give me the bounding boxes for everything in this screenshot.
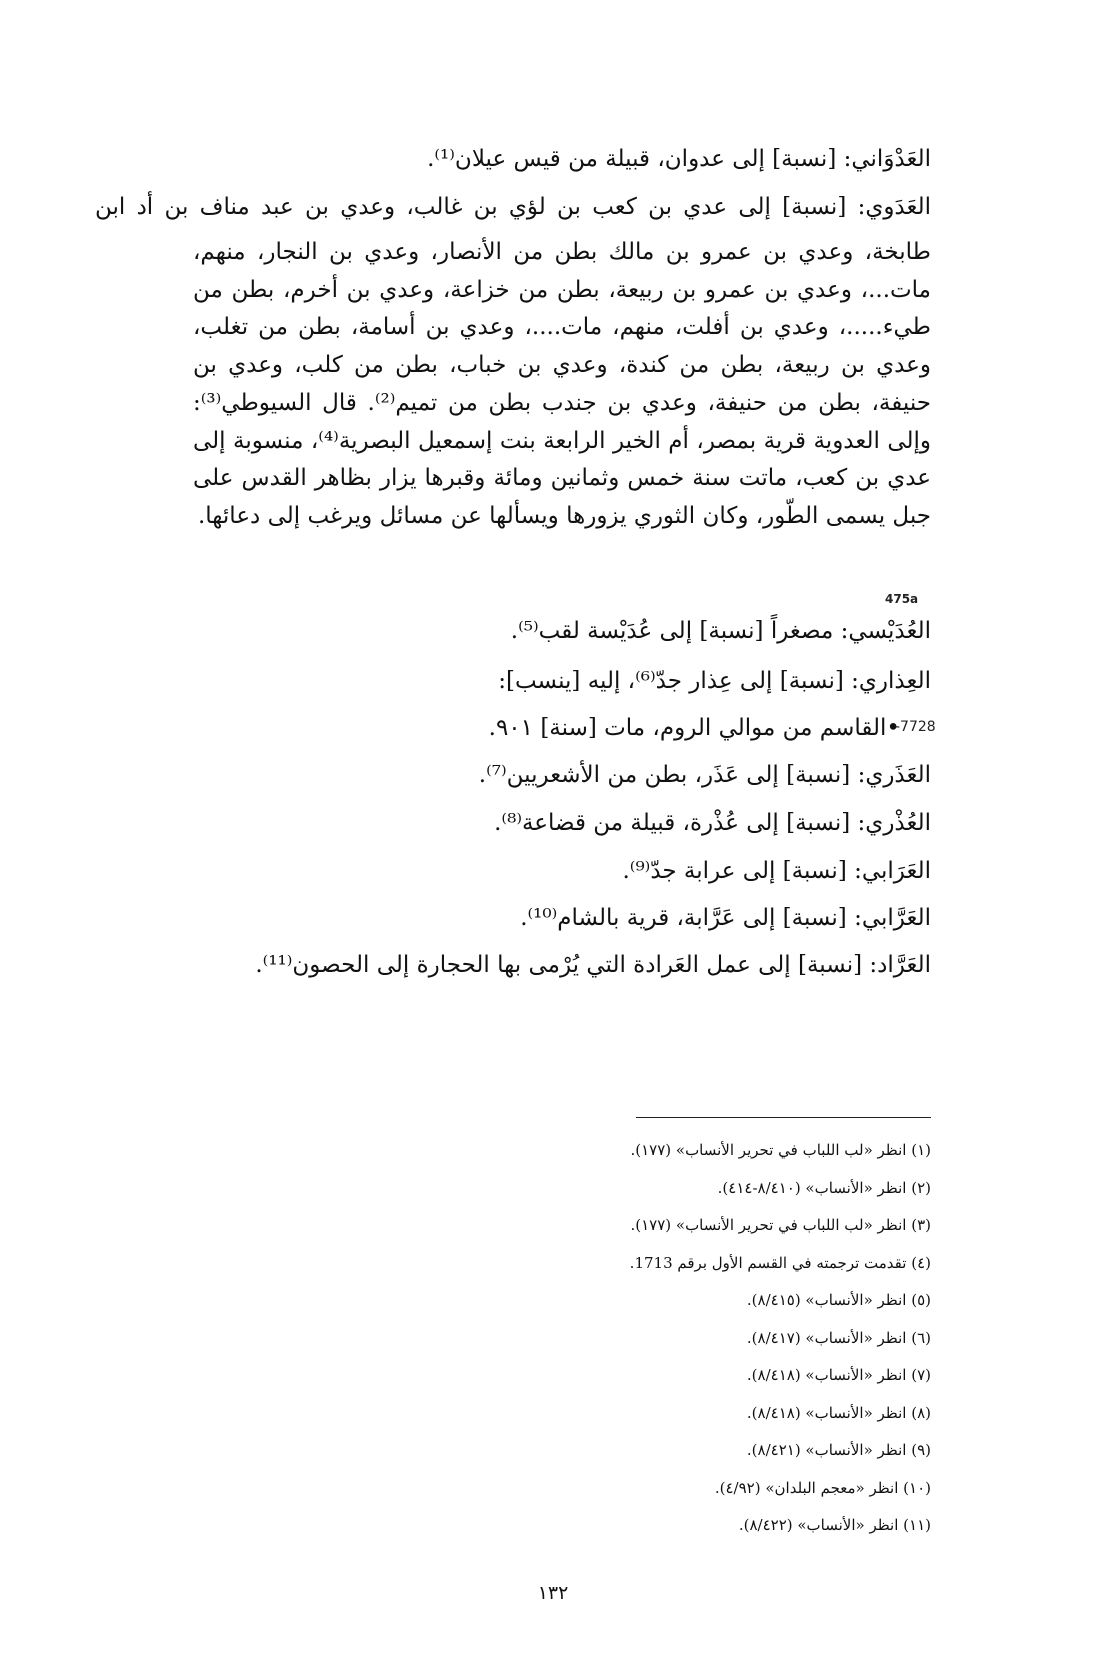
footnote-8: (٨) انظر «الأنساب» (٨/٤١٨). [746, 1403, 931, 1422]
footnote-3: (٣) انظر «لب اللباب في تحرير الأنساب» (١٧٧). [630, 1216, 931, 1234]
footnote-4: (٤) تقدمت ترجمته في القسم الأول برقم 1713. [629, 1253, 931, 1272]
entry-adawi-continuation: طابخة، وعدي بن عمرو بن مالك بطن من الأنصار، وعدي بن النجار، منهم، مات...، وعدي بن عمرو بن ربيعة، بطن من خزاعة، وعدي بن أخرم، بطن من طيء.....، وعدي بن أفلت، منهم، مات....، وعدي بن أسامة، بطن من تغلب، وعدي بن ربيعة، بطن من كندة، وعدي بن خباب، بطن من كلب، وعدي بن حنيفة، بطن من حنيفة، وعدي بن جندب بطن من تميم⁽²⁾. قال السيوطي⁽³⁾: وإلى العدوية قرية بمصر، أم الخير الرابعة بنت إسمعيل البصرية⁽⁴⁾، منسوبة إلى عدي بن كعب، ماتت سنة خمس وثمانين ومائة وقبرها يزار بظاهر القدس على جبل يسمى الطّور، وكان الثوري يزورها ويسألها عن مسائل ويرغب إلى دعائها. [193, 239, 931, 529]
entry-number: -7728 [895, 719, 936, 735]
footnote-7: (٧) انظر «الأنساب» (٨/٤١٨). [746, 1366, 931, 1384]
entry-arrad: العَرَّاد: [نسبة] إلى عمل العَرادة التي يُرْمى بها الحجارة إلى الحصون⁽¹¹⁾. [255, 952, 931, 978]
entry-udwani: العَدْوَاني: [نسبة] إلى عدوان، قبيلة من قيس عيلان⁽¹⁾. [427, 146, 931, 172]
footnote-2: (٢) انظر «الأنساب» (٨/٤١٠-٤١٤). [717, 1178, 931, 1197]
footnotes [231, 1132, 931, 1545]
footnote-10: (١٠) انظر «معجم البلدان» (٤/٩٢). [714, 1478, 931, 1497]
entry-adhari: العَذَري: [نسبة] إلى عَذَر، بطن من الأشعريين⁽⁷⁾. [478, 762, 931, 788]
footnote-separator [636, 1117, 931, 1118]
entry-udaysi: العُدَيْسي: مصغراً [نسبة] إلى عُدَيْسة لقب⁽⁵⁾. [510, 618, 931, 644]
entry-idhari: العِذاري: [نسبة] إلى عِذار جدّ⁽⁶⁾، إليه [ينسب]: [498, 668, 931, 694]
footnote-9: (٩) انظر «الأنساب» (٨/٤٢١). [746, 1441, 931, 1459]
footnote-5: (٥) انظر «الأنساب» (٨/٤١٥). [746, 1291, 931, 1309]
footnote-6: (٦) انظر «الأنساب» (٨/٤١٧). [746, 1328, 931, 1347]
entry-qasim: •القاسم من موالي الروم، مات [سنة] ٩٠١. [488, 715, 900, 741]
entry-udhri: العُذْري: [نسبة] إلى عُذْرة، قبيلة من قضاعة⁽⁸⁾. [494, 810, 931, 836]
footnote-11: (١١) انظر «الأنساب» (٨/٤٢٢). [738, 1516, 931, 1534]
entry-adawi-first-line: العَدَوي: [نسبة] إلى عدي بن كعب بن لؤي بن غالب، وعدي بن عبد مناف بن أد ابن [95, 194, 931, 220]
entry-arabi: العَرَابي: [نسبة] إلى عرابة جدّ⁽⁹⁾. [622, 858, 931, 884]
page-number: ١٣٢ [537, 1582, 569, 1604]
entry-arrabi: العَرَّابي: [نسبة] إلى عَرَّابة، قرية بالشام⁽¹⁰⁾. [520, 905, 931, 931]
footnote-1: (١) انظر «لب اللباب في تحرير الأنساب» (١٧٧). [630, 1141, 931, 1159]
folio-marker: 475a [885, 592, 919, 606]
